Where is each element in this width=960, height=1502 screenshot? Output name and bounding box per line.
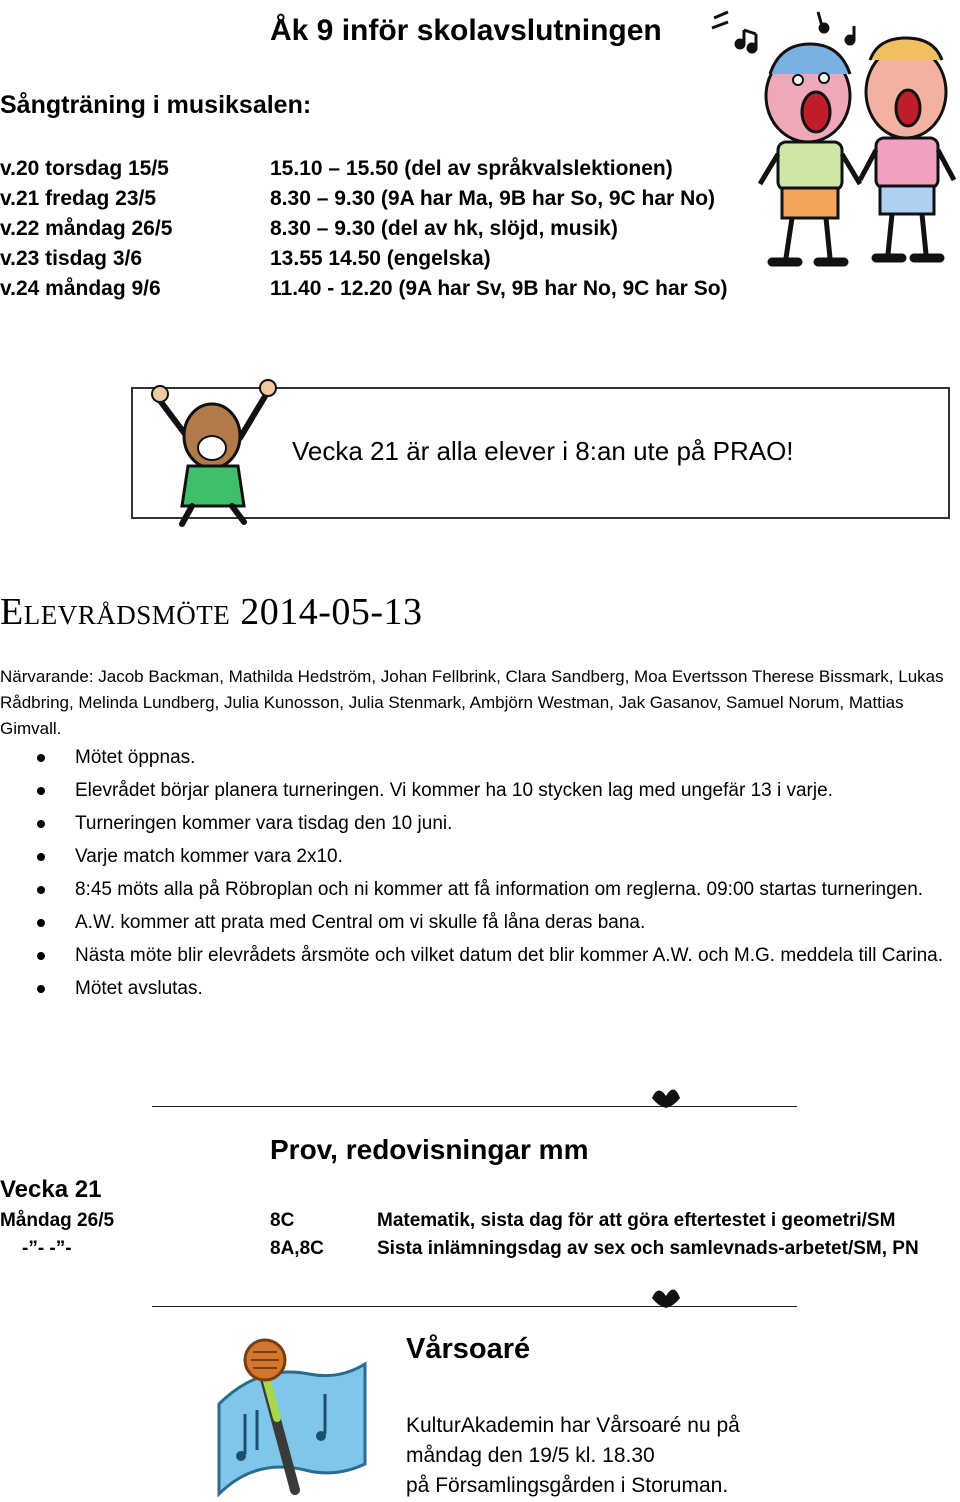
- spring-title: Vårsoaré: [406, 1333, 531, 1365]
- schedule-row: [0, 277, 780, 307]
- music-notes-icon: [712, 12, 854, 52]
- list-item: 8:45 möts alla på Röbroplan och ni kommer att få information om reglerna. 09:00 startas turneringen.: [0, 874, 955, 906]
- schedule-row: [0, 187, 780, 217]
- council-title-date: 2014-05-13: [240, 591, 423, 633]
- singing-heading: Sångträning i musiksalen:: [0, 91, 312, 119]
- exams-title: Prov, redovisningar mm: [270, 1134, 589, 1165]
- spring-line: KulturAkademin har Vårsoaré nu på: [406, 1414, 740, 1437]
- list-item: Varje match kommer vara 2x10.: [0, 841, 955, 873]
- section-divider: [152, 1306, 797, 1307]
- schedule-day: v.22 måndag 26/5: [0, 217, 173, 240]
- spring-line: på Församlingsgården i Storuman.: [406, 1474, 729, 1497]
- bullet-icon: [37, 853, 45, 861]
- exam-class: 8A,8C: [270, 1238, 324, 1259]
- list-item: Elevrådet börjar planera turneringen. Vi kommer ha 10 stycken lag med ungefär 13 i varje.: [0, 775, 955, 807]
- list-item: A.W. kommer att prata med Central om vi skulle få låna deras bana.: [0, 907, 955, 939]
- schedule-day: v.21 fredag 23/5: [0, 187, 157, 210]
- schedule-row: [0, 157, 780, 187]
- singing-children-illustration: [700, 4, 958, 276]
- exam-subject: Sista inlämningsdag av sex och samlevnads-arbetet/SM, PN: [377, 1238, 919, 1259]
- schedule-time: 8.30 – 9.30 (9A har Ma, 9B har So, 9C har No): [270, 187, 716, 210]
- table-row: [0, 1210, 955, 1238]
- divider-ornament-icon: [648, 1084, 684, 1110]
- exam-date: Måndag 26/5: [0, 1210, 115, 1231]
- attendees-text: Närvarande: Jacob Backman, Mathilda Hedström, Johan Fellbrink, Clara Sandberg, Moa Evertsson Therese Bissmark, Lukas Rådbring, Melinda Lundberg, Julia Kunosson, Julia Stenmark, Ambjörn Westman, Jak Gasanov, Samuel Norum, Mattias Gimvall.: [0, 667, 944, 738]
- microphone-music-illustration: [205, 1334, 373, 1502]
- list-item: Nästa möte blir elevrådets årsmöte och vilket datum det blir kommer A.W. och M.G. meddela till Carina.: [0, 940, 955, 972]
- schedule-day: v.24 måndag 9/6: [0, 277, 161, 300]
- minutes-list: [0, 742, 955, 1006]
- exam-class: 8C: [270, 1210, 295, 1231]
- schedule-row: [0, 247, 780, 277]
- spring-line: måndag den 19/5 kl. 18.30: [406, 1444, 655, 1467]
- happy-person-illustration: [148, 378, 280, 528]
- schedule-day: v.20 torsdag 15/5: [0, 157, 169, 180]
- exams-week: Vecka 21: [0, 1176, 102, 1203]
- table-row: [0, 1238, 955, 1266]
- bullet-icon: [37, 820, 45, 828]
- divider-ornament-icon: [648, 1284, 684, 1310]
- schedule-time: 13.55 14.50 (engelska): [270, 247, 491, 270]
- exam-subject: Matematik, sista dag för att göra eftertestet i geometri/SM: [377, 1210, 896, 1231]
- list-item: Mötet avslutas.: [0, 973, 955, 1005]
- bullet-icon: [37, 787, 45, 795]
- section-divider: [152, 1106, 797, 1107]
- bullet-icon: [37, 919, 45, 927]
- schedule-time: 15.10 – 15.50 (del av språkvalslektionen): [270, 157, 673, 180]
- bullet-icon: [37, 754, 45, 762]
- bullet-icon: [37, 985, 45, 993]
- council-title-word: Elevrådsmöte: [0, 591, 231, 633]
- bullet-icon: [37, 886, 45, 894]
- prao-text: Vecka 21 är alla elever i 8:an ute på PRAO!: [292, 436, 794, 466]
- bullet-icon: [37, 952, 45, 960]
- list-item: Turneringen kommer vara tisdag den 10 juni.: [0, 808, 955, 840]
- schedule-day: v.23 tisdag 3/6: [0, 247, 143, 270]
- schedule-row: [0, 217, 780, 247]
- schedule-time: 8.30 – 9.30 (del av hk, slöjd, musik): [270, 217, 618, 240]
- list-item: Mötet öppnas.: [0, 742, 955, 774]
- council-title: [0, 590, 423, 634]
- exam-date: -”- -”-: [22, 1238, 72, 1259]
- schedule-time: 11.40 - 12.20 (9A har Sv, 9B har No, 9C har So): [270, 277, 728, 300]
- page-title: Åk 9 inför skolavslutningen: [270, 14, 662, 47]
